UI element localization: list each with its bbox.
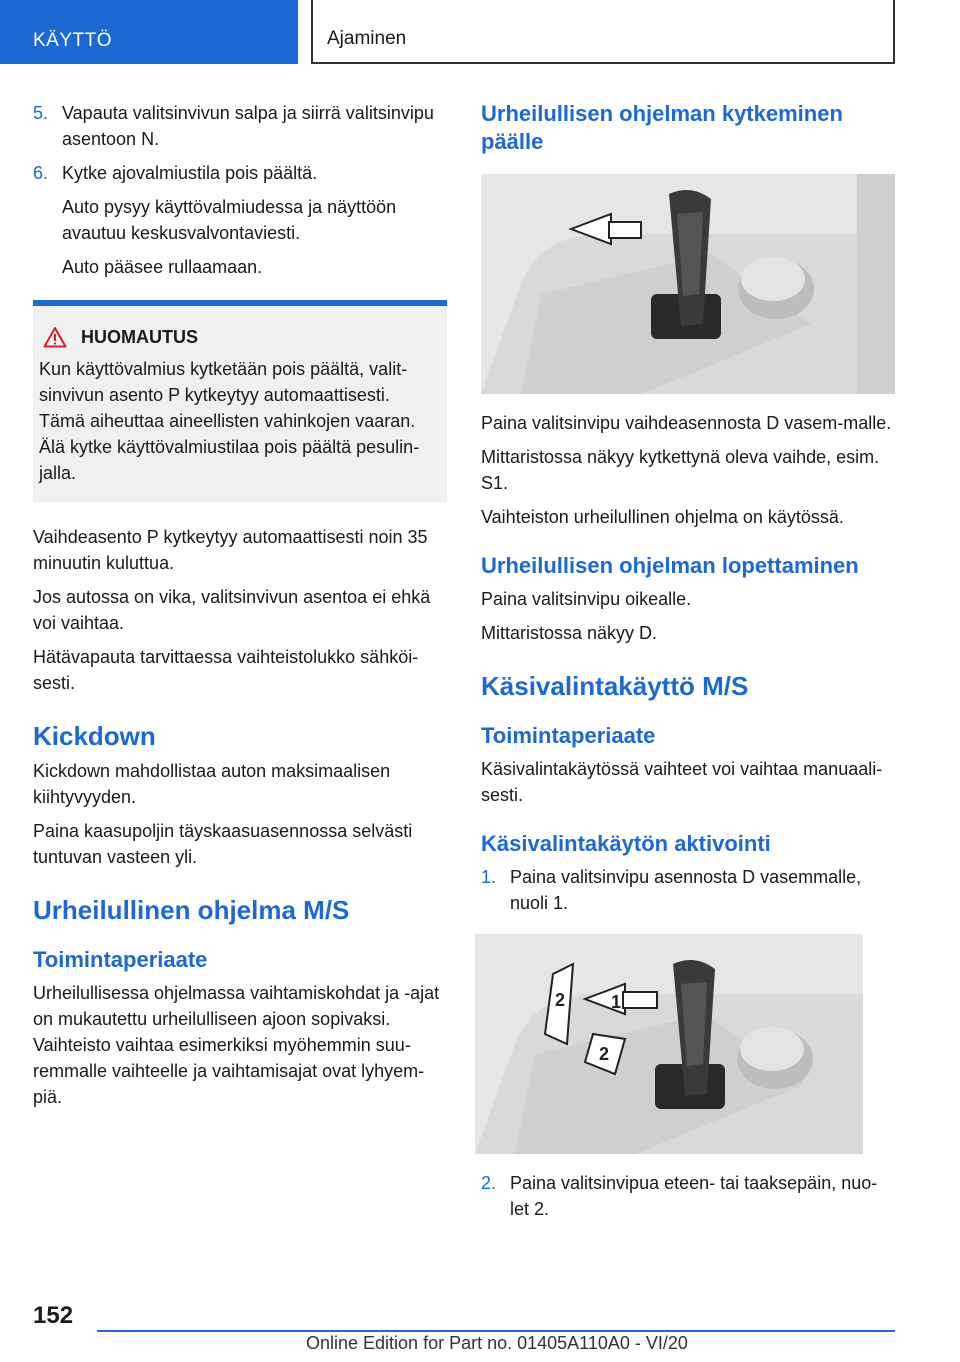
section-tab xyxy=(0,0,298,64)
footer-divider xyxy=(97,1330,895,1332)
heading-sport-on: Urheilullisen ohjelman kytkeminen päälle xyxy=(481,101,843,154)
paragraph: Vaihteiston urheilullinen ohjelma on käytössä. xyxy=(481,507,844,527)
step-number: 6. xyxy=(33,163,49,183)
gear-selector-manual-image xyxy=(475,934,863,1154)
step-text: Paina valitsinvipua eteen- tai taaksepäin, nuo-let 2. xyxy=(510,1173,878,1219)
step-text: Vapauta valitsinvivun salpa ja siirrä valitsinvipu asentoon N. xyxy=(62,103,434,149)
chapter-title: Ajaminen xyxy=(327,28,407,49)
notice-text: Kun käyttövalmius kytketään pois päältä, valit-sinvivun asento P kytkeytyy automaattisesti. Tämä aiheuttaa aineellisten vahinkojen vaaran. Älä kytke käyttövalmiustilaa pois päältä pesulin-jalla. xyxy=(39,359,420,483)
heading-kickdown: Kickdown xyxy=(33,721,156,751)
right-column xyxy=(481,100,895,1230)
edition-text: Online Edition for Part no. 01405A110A0 - VI/20 xyxy=(306,1333,688,1353)
step-text: Paina valitsinvipu asennosta D vasemmalle, nuoli 1. xyxy=(510,867,862,913)
step-text: Kytke ajovalmiustila pois päältä. xyxy=(62,163,318,183)
subheading-principle: Toimintaperiaate xyxy=(33,947,208,972)
paragraph: Hätävapauta tarvittaessa vaihteistolukko sähköi-sesti. xyxy=(33,647,419,693)
paragraph: Käsivalintakäytössä vaihteet voi vaihtaa manuaali-sesti. xyxy=(481,759,883,805)
page-number: 152 xyxy=(33,1302,74,1329)
step-2 xyxy=(481,1170,895,1222)
paragraph: Paina kaasupoljin täyskaasuasennossa selvästi tuntuvan vasteen yli. xyxy=(33,821,413,867)
paragraph: Urheilullisessa ohjelmassa vaihtamiskohdat ja -ajat on mukautettu urheilulliseen ajoon sopivaksi. Vaihteisto vaihtaa esimerkiksi myöhemmin suu-remmalle vaihteelle ja vaihtamisajat ovat lyhyem-piä. xyxy=(33,983,440,1107)
step-6-note: Auto pääsee rullaamaan. xyxy=(62,257,263,277)
heading-sport-off: Urheilullisen ohjelman lopettaminen xyxy=(481,553,859,578)
paragraph: Mittaristossa näkyy D. xyxy=(481,623,658,643)
notice-title: HUOMAUTUS xyxy=(81,326,198,347)
notice-box xyxy=(33,300,447,502)
heading-manual-mode: Käsivalintakäyttö M/S xyxy=(481,671,749,701)
paragraph: Jos autossa on vika, valitsinvivun asentoa ei ehkä voi vaihtaa. xyxy=(33,587,431,633)
section-title: KÄYTTÖ xyxy=(33,30,113,51)
paragraph: Vaihdeasento P kytkeytyy automaattisesti noin 35 minuutin kuluttua. xyxy=(33,527,428,573)
step-5 xyxy=(33,100,447,152)
step-6-note: Auto pysyy käyttövalmiudessa ja näyttöön avautuu keskusvalvontaviesti. xyxy=(62,197,397,243)
gear-selector-image xyxy=(481,174,895,394)
chapter-box xyxy=(311,0,895,64)
paragraph: Paina valitsinvipu vaihdeasennosta D vasem-malle. xyxy=(481,413,892,433)
paragraph: Paina valitsinvipu oikealle. xyxy=(481,589,692,609)
step-1 xyxy=(481,864,895,916)
step-6 xyxy=(33,160,447,186)
left-column xyxy=(33,100,447,1118)
step-number: 5. xyxy=(33,103,49,123)
paragraph: Mittaristossa näkyy kytkettynä oleva vaihde, esim. S1. xyxy=(481,447,880,493)
notice-header xyxy=(39,326,439,348)
subheading-principle: Toimintaperiaate xyxy=(481,723,656,748)
arrow-label-2: 2 xyxy=(599,1044,610,1064)
heading-manual-activate: Käsivalintakäytön aktivointi xyxy=(481,831,771,856)
warning-icon xyxy=(43,326,67,348)
arrow-label-2: 2 xyxy=(555,990,566,1010)
step-number: 1. xyxy=(481,867,497,887)
paragraph: Kickdown mahdollistaa auton maksimaalisen kiihtyvyyden. xyxy=(33,761,391,807)
arrow-label-1: 1 xyxy=(611,992,622,1012)
step-number: 2. xyxy=(481,1173,497,1193)
heading-sport-program: Urheilullinen ohjelma M/S xyxy=(33,895,350,925)
